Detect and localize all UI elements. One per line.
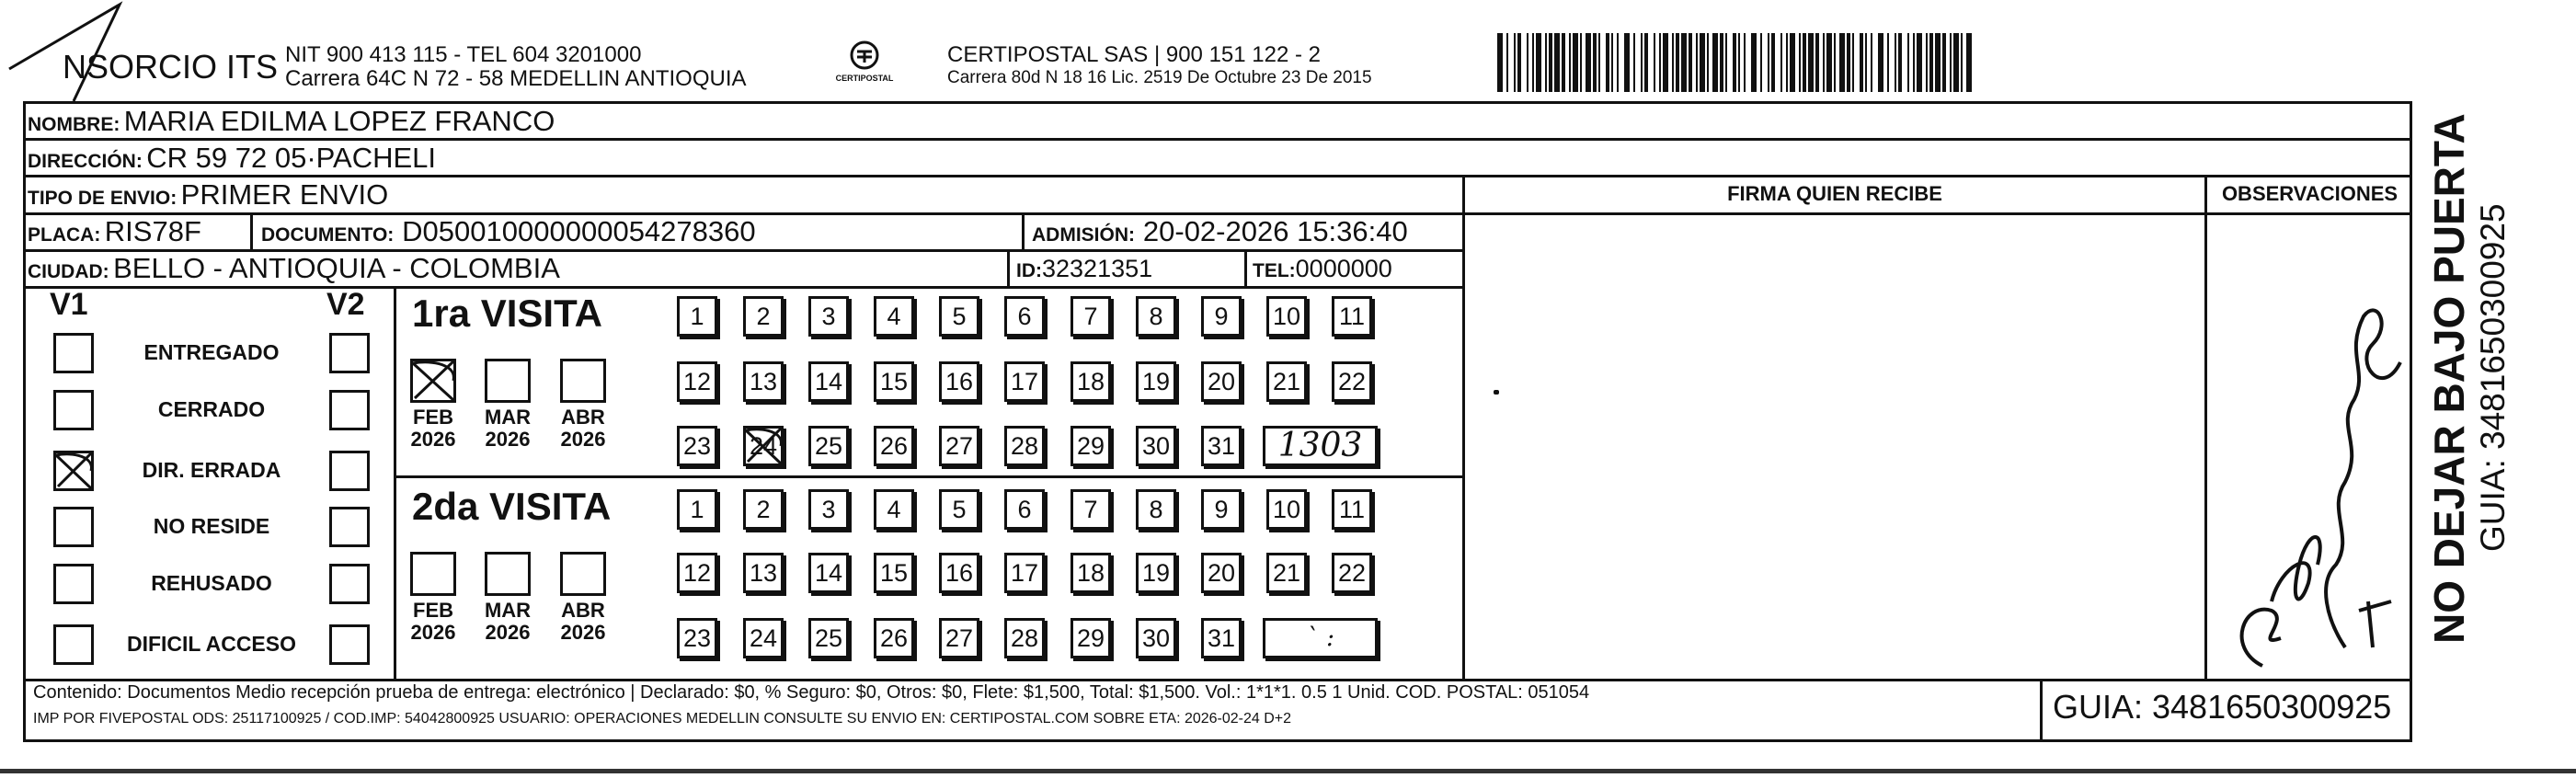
month-label: [551, 600, 615, 644]
company-nit: NIT 900 413 115 - TEL 604 3201000: [285, 42, 642, 67]
check-mark-icon: [409, 358, 457, 404]
day-number: 2: [756, 303, 771, 330]
day-number: 26: [879, 432, 909, 460]
day-box[interactable]: [808, 618, 849, 658]
day-number: 28: [1010, 624, 1039, 652]
month-label: [551, 406, 615, 451]
footer-guia: GUIA: 3481650300925: [2053, 688, 2392, 726]
barcode: [1497, 33, 2215, 92]
day-number: 1: [690, 303, 704, 330]
day-number: 7: [1083, 496, 1098, 523]
admision-value: 20-02-2026 15:36:40: [1142, 215, 1408, 247]
day-box[interactable]: [808, 553, 849, 593]
day-box[interactable]: [939, 489, 979, 530]
direccion-value: CR 59 72 05·PACHELI: [146, 142, 437, 174]
day-box[interactable]: [1004, 426, 1045, 466]
v2-checkbox[interactable]: [329, 333, 370, 373]
day-box[interactable]: [1004, 296, 1045, 337]
id-row: [1016, 251, 1152, 286]
month-year: 2026: [410, 621, 456, 644]
day-number: 11: [1338, 496, 1366, 523]
day-box[interactable]: [1004, 553, 1045, 593]
checklist-option-label: DIR. ERRADA: [142, 458, 281, 482]
month-name: FEB: [413, 406, 453, 429]
day-number: 30: [1141, 624, 1171, 652]
side-guia: GUIA: 3481650300925: [2474, 203, 2512, 552]
check-mark-icon: [742, 425, 784, 467]
col-divider: [394, 286, 396, 679]
day-box[interactable]: [743, 489, 784, 530]
day-box[interactable]: [808, 426, 849, 466]
day-box[interactable]: [1070, 553, 1111, 593]
month-name: ABR: [561, 599, 605, 622]
placa-row: [28, 214, 201, 249]
col-divider: [1462, 175, 1465, 679]
day-number: 18: [1076, 368, 1105, 395]
col-divider: [1022, 212, 1025, 249]
col-divider: [2040, 679, 2043, 742]
month-name: MAR: [484, 599, 532, 622]
day-number: 30: [1141, 432, 1171, 460]
day-number: 16: [945, 368, 974, 395]
day-box[interactable]: [1136, 296, 1176, 337]
month-year: 2026: [560, 621, 606, 644]
day-box[interactable]: [874, 553, 914, 593]
certipostal-address: Carrera 80d N 18 16 Lic. 2519 De Octubre 23 De 2015: [947, 68, 1372, 87]
month-name: ABR: [561, 406, 605, 429]
month-name: FEB: [413, 599, 453, 622]
day-box[interactable]: [1201, 489, 1242, 530]
month-checkbox[interactable]: [560, 552, 606, 596]
day-box[interactable]: [874, 296, 914, 337]
day-number: 20: [1207, 559, 1236, 587]
footer-imp: IMP POR FIVEPOSTAL ODS: 25117100925 / COD.IMP: 54042800925 USUARIO: OPERACIONES MEDELLIN CONSULTE SU ENVIO EN: CERTIPOSTAL.COM SOBRE ETA: 2026-02-24 D+2: [33, 711, 1292, 727]
day-number: 31: [1207, 432, 1236, 460]
month-checkbox[interactable]: [560, 359, 606, 403]
v1-checkbox[interactable]: [53, 564, 94, 604]
month-checkbox[interactable]: [485, 552, 531, 596]
day-box[interactable]: [1136, 361, 1176, 402]
month-label: [475, 406, 540, 451]
nombre-label: NOMBRE:: [28, 114, 120, 135]
day-box[interactable]: [1266, 296, 1307, 337]
day-number: 16: [945, 559, 974, 587]
tipo-row: [28, 177, 388, 212]
admision-label: ADMISIÓN:: [1032, 224, 1135, 246]
day-box[interactable]: [677, 361, 717, 402]
day-number: 23: [682, 432, 712, 460]
checklist-option-label: ENTREGADO: [143, 340, 280, 364]
month-checkbox[interactable]: [485, 359, 531, 403]
day-box[interactable]: [1070, 426, 1111, 466]
day-number: 10: [1272, 303, 1301, 330]
certipostal-name: CERTIPOSTAL SAS | 900 151 122 - 2: [947, 42, 1321, 67]
tel-row: [1253, 251, 1392, 286]
day-number: 9: [1214, 303, 1229, 330]
month-year: 2026: [485, 621, 531, 644]
day-number: 15: [879, 559, 909, 587]
v1-checkbox[interactable]: [53, 390, 94, 430]
direccion-row: [28, 141, 436, 176]
day-number: 31: [1207, 624, 1236, 652]
checklist-option-label: REHUSADO: [151, 571, 272, 595]
ciudad-value: BELLO - ANTIOQUIA - COLOMBIA: [113, 252, 560, 284]
signature-area[interactable]: [1466, 215, 2204, 678]
day-box[interactable]: [743, 553, 784, 593]
nombre-value: MARIA EDILMA LOPEZ FRANCO: [123, 105, 555, 137]
day-number: 1: [690, 496, 704, 523]
bottom-edge: [0, 769, 2576, 773]
footer-contenido: Contenido: Documentos Medio recepción prueba de entrega: electrónico | Declarado: $0, % Seguro: $0, Otros: $0, Flete: $1,500, Total: $1,500. Vol.: 1*1*1. 0.5 1 Unid. COD. POSTAL: 051054: [33, 682, 1590, 703]
v1-header: V1: [50, 287, 88, 322]
day-number: 12: [682, 368, 712, 395]
day-number: 2: [756, 496, 771, 523]
day-number: 8: [1149, 496, 1163, 523]
observaciones-label: OBSERVACIONES: [2221, 182, 2399, 205]
day-box[interactable]: [1266, 553, 1307, 593]
day-box[interactable]: [1004, 361, 1045, 402]
day-number: 13: [749, 559, 778, 587]
row-divider: [23, 286, 1462, 289]
day-box[interactable]: [1201, 426, 1242, 466]
day-number: 23: [682, 624, 712, 652]
day-number: 5: [952, 496, 967, 523]
v2-checkbox[interactable]: [329, 390, 370, 430]
day-number: 17: [1010, 559, 1039, 587]
day-number: 24: [749, 624, 778, 652]
day-box[interactable]: [1136, 426, 1176, 466]
v2-checkbox[interactable]: [329, 624, 370, 665]
no-dejar-warning: NO DEJAR BAJO PUERTA: [2425, 113, 2473, 644]
day-number: 5: [952, 303, 967, 330]
tel-value: 0000000: [1295, 255, 1392, 282]
day-box[interactable]: [1332, 296, 1372, 337]
v2-checkbox[interactable]: [329, 507, 370, 547]
ciudad-label: CIUDAD:: [28, 261, 109, 282]
day-box[interactable]: [1070, 361, 1111, 402]
day-box[interactable]: [808, 296, 849, 337]
day-number: 28: [1010, 432, 1039, 460]
day-box[interactable]: [808, 489, 849, 530]
day-box[interactable]: [1136, 618, 1176, 658]
month-year: 2026: [410, 428, 456, 451]
id-label: ID:: [1016, 260, 1042, 281]
day-number: 7: [1083, 303, 1098, 330]
day-box[interactable]: [1266, 361, 1307, 402]
documento-value: D050010000000054278360: [402, 215, 756, 247]
day-number: 21: [1272, 368, 1301, 395]
day-number: 11: [1338, 303, 1366, 330]
v1-checkbox[interactable]: [53, 507, 94, 547]
day-number: 9: [1214, 496, 1229, 523]
day-box[interactable]: [939, 426, 979, 466]
ciudad-row: [28, 251, 560, 286]
day-number: 17: [1010, 368, 1039, 395]
day-box[interactable]: [743, 296, 784, 337]
day-box[interactable]: [1266, 489, 1307, 530]
day-number: 25: [814, 624, 843, 652]
day-box[interactable]: [1136, 489, 1176, 530]
day-box[interactable]: [1004, 618, 1045, 658]
day-number: 12: [682, 559, 712, 587]
day-number: 21: [1272, 559, 1301, 587]
day-box[interactable]: [677, 618, 717, 658]
day-box[interactable]: [1201, 296, 1242, 337]
day-number: 14: [814, 559, 843, 587]
day-box[interactable]: [939, 361, 979, 402]
visit2-title: 2da VISITA: [412, 485, 612, 528]
day-box[interactable]: [874, 489, 914, 530]
day-box[interactable]: [939, 296, 979, 337]
day-box[interactable]: [1201, 618, 1242, 658]
day-number: 22: [1337, 368, 1367, 395]
month-label: [401, 600, 465, 644]
placa-label: PLACA:: [28, 224, 101, 246]
day-box[interactable]: [1004, 489, 1045, 530]
day-number: 22: [1337, 559, 1367, 587]
certipostal-logo-caption: CERTIPOSTAL: [835, 74, 894, 83]
tipo-label: TIPO DE ENVIO:: [28, 188, 177, 209]
day-box[interactable]: [939, 553, 979, 593]
v1-checkbox[interactable]: [53, 333, 94, 373]
day-number: 13: [749, 368, 778, 395]
col-divider: [250, 212, 253, 249]
day-box[interactable]: [677, 553, 717, 593]
month-checkbox[interactable]: [410, 552, 456, 596]
admision-row: [1032, 214, 1408, 249]
nombre-row: [28, 104, 555, 139]
day-number: 25: [814, 432, 843, 460]
documento-label: DOCUMENTO:: [261, 224, 395, 246]
day-box[interactable]: [1332, 489, 1372, 530]
month-label: [475, 600, 540, 644]
visit1-title: 1ra VISITA: [412, 292, 602, 335]
day-box[interactable]: [1070, 489, 1111, 530]
v1-checkbox[interactable]: [53, 624, 94, 665]
checklist-option-label: CERRADO: [157, 397, 266, 421]
day-number: 4: [887, 303, 901, 330]
stray-mark: [1494, 390, 1499, 395]
v2-header: V2: [326, 287, 365, 322]
time-box[interactable]: [1263, 618, 1378, 658]
v2-checkbox[interactable]: [329, 451, 370, 491]
day-number: 24: [749, 432, 778, 460]
day-number: 3: [821, 496, 836, 523]
month-name: MAR: [484, 406, 532, 429]
day-box[interactable]: [1201, 361, 1242, 402]
checklist-option-label: DIFICIL ACCESO: [126, 632, 296, 656]
day-number: 10: [1272, 496, 1301, 523]
day-number: 19: [1141, 559, 1171, 587]
day-box[interactable]: [874, 618, 914, 658]
day-box[interactable]: [874, 426, 914, 466]
day-number: 27: [945, 624, 974, 652]
check-mark-icon: [52, 450, 95, 492]
company-name: NSORCIO ITS: [63, 48, 279, 86]
day-box[interactable]: [808, 361, 849, 402]
day-box[interactable]: [874, 361, 914, 402]
time-value: ` :: [1305, 624, 1335, 652]
direccion-label: DIRECCIÓN:: [28, 151, 143, 172]
month-label: [401, 406, 465, 451]
col-divider: [1244, 249, 1247, 286]
day-box[interactable]: [1136, 553, 1176, 593]
checklist-option-label: NO RESIDE: [153, 514, 270, 538]
day-number: 18: [1076, 559, 1105, 587]
day-number: 19: [1141, 368, 1171, 395]
day-number: 29: [1076, 624, 1105, 652]
time-box[interactable]: [1263, 426, 1378, 466]
day-number: 6: [1017, 496, 1032, 523]
placa-value: RIS78F: [104, 215, 201, 247]
day-box[interactable]: [677, 296, 717, 337]
day-number: 6: [1017, 303, 1032, 330]
day-number: 27: [945, 432, 974, 460]
time-value: 1303: [1277, 427, 1363, 464]
documento-row: [261, 214, 756, 249]
day-box[interactable]: [1201, 553, 1242, 593]
day-box[interactable]: [677, 426, 717, 466]
day-number: 8: [1149, 303, 1163, 330]
day-number: 20: [1207, 368, 1236, 395]
col-divider: [1007, 249, 1010, 286]
day-number: 3: [821, 303, 836, 330]
day-number: 4: [887, 496, 901, 523]
tipo-value: PRIMER ENVIO: [180, 178, 389, 211]
firma-label: FIRMA QUIEN RECIBE: [1727, 182, 1942, 205]
day-box[interactable]: [1332, 361, 1372, 402]
v1-checkbox[interactable]: [53, 451, 94, 491]
v2-checkbox[interactable]: [329, 564, 370, 604]
row-divider: [394, 475, 1462, 478]
month-checkbox[interactable]: [410, 359, 456, 403]
day-box[interactable]: [1070, 296, 1111, 337]
month-year: 2026: [485, 428, 531, 451]
day-number: 29: [1076, 432, 1105, 460]
row-divider: [23, 679, 2412, 681]
day-box[interactable]: [1070, 618, 1111, 658]
day-number: 15: [879, 368, 909, 395]
day-number: 14: [814, 368, 843, 395]
day-box[interactable]: [743, 618, 784, 658]
id-value: 32321351: [1042, 255, 1153, 282]
handwritten-observation[interactable]: [2207, 215, 2411, 678]
company-address: Carrera 64C N 72 - 58 MEDELLIN ANTIOQUIA: [285, 66, 747, 91]
day-box[interactable]: [677, 489, 717, 530]
day-number: 26: [879, 624, 909, 652]
month-year: 2026: [560, 428, 606, 451]
day-box[interactable]: [743, 361, 784, 402]
day-box[interactable]: [939, 618, 979, 658]
tel-label: TEL:: [1253, 260, 1296, 281]
day-box[interactable]: [743, 426, 784, 466]
day-box[interactable]: [1332, 553, 1372, 593]
